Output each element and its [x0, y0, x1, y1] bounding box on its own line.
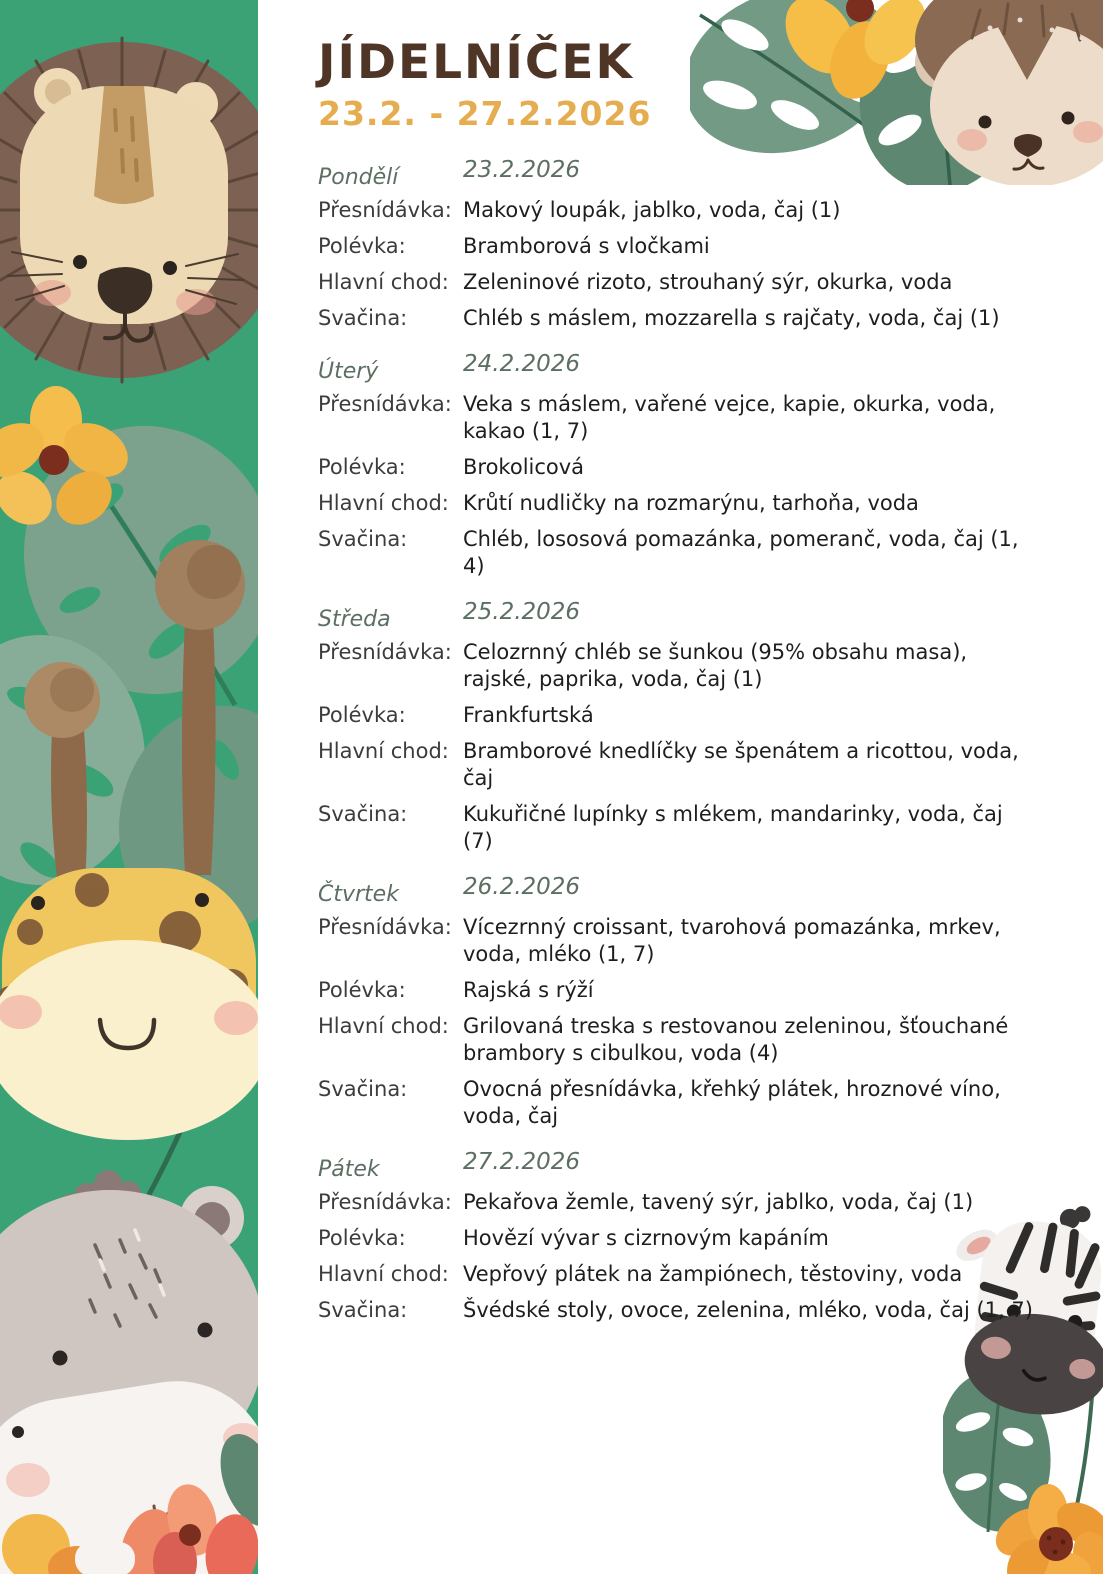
meal-value: Bramborové knedlíčky se špenátem a ricottou, voda, čaj	[463, 738, 1019, 790]
meal-row	[318, 1261, 1036, 1288]
meal-rows	[318, 391, 1036, 580]
meal-rows	[318, 197, 1036, 332]
meal-label: Hlavní chod:	[318, 269, 449, 294]
meal-value: Frankfurtská	[463, 702, 594, 727]
meal-row	[318, 233, 1036, 260]
day-header	[318, 350, 1036, 384]
meal-label: Svačina:	[318, 305, 408, 330]
meal-label: Svačina:	[318, 1297, 408, 1322]
meal-row	[318, 1297, 1036, 1324]
meal-value: Chléb s máslem, mozzarella s rajčaty, voda, čaj (1)	[463, 305, 1000, 330]
meal-value: Bramborová s vločkami	[463, 233, 710, 258]
day-name: Středa	[318, 606, 391, 632]
menu-days	[318, 156, 1036, 1324]
meal-row	[318, 1189, 1036, 1216]
meal-row	[318, 914, 1036, 968]
page-title: JÍDELNÍČEK	[318, 35, 634, 90]
meal-label: Polévka:	[318, 1225, 406, 1250]
meal-label: Svačina:	[318, 801, 408, 826]
meal-value: Pekařova žemle, tavený sýr, jablko, voda, čaj (1)	[463, 1189, 974, 1214]
meal-value: Chléb, lososová pomazánka, pomeranč, voda, čaj (1, 4)	[463, 526, 1019, 578]
meal-label: Přesnídávka:	[318, 639, 452, 664]
day-header	[318, 873, 1036, 907]
meal-value: Hovězí vývar s cizrnovým kapáním	[463, 1225, 829, 1250]
meal-value: Zeleninové rizoto, strouhaný sýr, okurka, voda	[463, 269, 953, 294]
meal-value: Kukuřičné lupínky s mlékem, mandarinky, voda, čaj (7)	[463, 801, 1003, 853]
day-date: 23.2.2026	[463, 156, 581, 183]
meal-label: Přesnídávka:	[318, 1189, 452, 1214]
day-date: 24.2.2026	[463, 350, 581, 377]
grey-hedgehog-illustration	[0, 1170, 258, 1574]
day-name: Čtvrtek	[318, 881, 399, 907]
meal-row	[318, 1013, 1036, 1067]
meal-row	[318, 1225, 1036, 1252]
meal-value: Grilovaná treska s restovanou zeleninou, šťouchané brambory s cibulkou, voda (4)	[463, 1013, 1009, 1065]
meal-label: Polévka:	[318, 702, 406, 727]
meal-row	[318, 702, 1036, 729]
day-header	[318, 598, 1036, 632]
day-section	[318, 873, 1036, 1130]
meal-label: Přesnídávka:	[318, 197, 452, 222]
day-date: 26.2.2026	[463, 873, 581, 900]
meal-label: Hlavní chod:	[318, 738, 449, 763]
meal-value: Veka s máslem, vařené vejce, kapie, okurka, voda, kakao (1, 7)	[463, 391, 996, 443]
meal-row	[318, 391, 1036, 445]
meal-value: Švédské stoly, ovoce, zelenina, mléko, voda, čaj (1, 7)	[463, 1297, 1033, 1322]
meal-row	[318, 639, 1036, 693]
meal-row	[318, 490, 1036, 517]
meal-value: Celozrnný chléb se šunkou (95% obsahu masa), rajské, paprika, voda, čaj (1)	[463, 639, 968, 691]
day-name: Pátek	[318, 1156, 380, 1182]
day-name: Úterý	[318, 358, 379, 384]
meal-label: Přesnídávka:	[318, 914, 452, 939]
meal-label: Svačina:	[318, 1076, 408, 1101]
meal-row	[318, 738, 1036, 792]
day-date: 27.2.2026	[463, 1148, 581, 1175]
lion-illustration	[0, 38, 258, 382]
day-section	[318, 1148, 1036, 1324]
meal-row	[318, 1076, 1036, 1130]
meal-row	[318, 305, 1036, 332]
meal-label: Hlavní chod:	[318, 1261, 449, 1286]
day-name: Pondělí	[318, 164, 399, 190]
meal-row	[318, 801, 1036, 855]
meal-label: Hlavní chod:	[318, 490, 449, 515]
day-header	[318, 1148, 1036, 1182]
meal-value: Krůtí nudličky na rozmarýnu, tarhoňa, voda	[463, 490, 919, 515]
date-range: 23.2. - 27.2.2026	[318, 94, 652, 134]
meal-rows	[318, 914, 1036, 1130]
meal-value: Ovocná přesnídávka, křehký plátek, hroznové víno, voda, čaj	[463, 1076, 1001, 1128]
meal-row	[318, 269, 1036, 296]
meal-row	[318, 197, 1036, 224]
meal-row	[318, 454, 1036, 481]
meal-label: Svačina:	[318, 526, 408, 551]
meal-value: Brokolicová	[463, 454, 585, 479]
meal-row	[318, 526, 1036, 580]
day-header	[318, 156, 1036, 190]
meal-rows	[318, 1189, 1036, 1324]
meal-row	[318, 977, 1036, 1004]
meal-value: Vícezrnný croissant, tvarohová pomazánka, mrkev, voda, mléko (1, 7)	[463, 914, 1001, 966]
meal-label: Polévka:	[318, 454, 406, 479]
day-section	[318, 350, 1036, 580]
meal-value: Rajská s rýží	[463, 977, 594, 1002]
meal-label: Hlavní chod:	[318, 1013, 449, 1038]
meal-label: Přesnídávka:	[318, 391, 452, 416]
day-section	[318, 598, 1036, 855]
day-section	[318, 156, 1036, 332]
menu-content	[318, 36, 1036, 1333]
meal-label: Polévka:	[318, 233, 406, 258]
meal-label: Polévka:	[318, 977, 406, 1002]
meal-value: Vepřový plátek na žampiónech, těstoviny, voda	[463, 1261, 963, 1286]
day-date: 25.2.2026	[463, 598, 581, 625]
safari-sidebar-illustration	[0, 0, 258, 1574]
meal-rows	[318, 639, 1036, 855]
meal-value: Makový loupák, jablko, voda, čaj (1)	[463, 197, 841, 222]
